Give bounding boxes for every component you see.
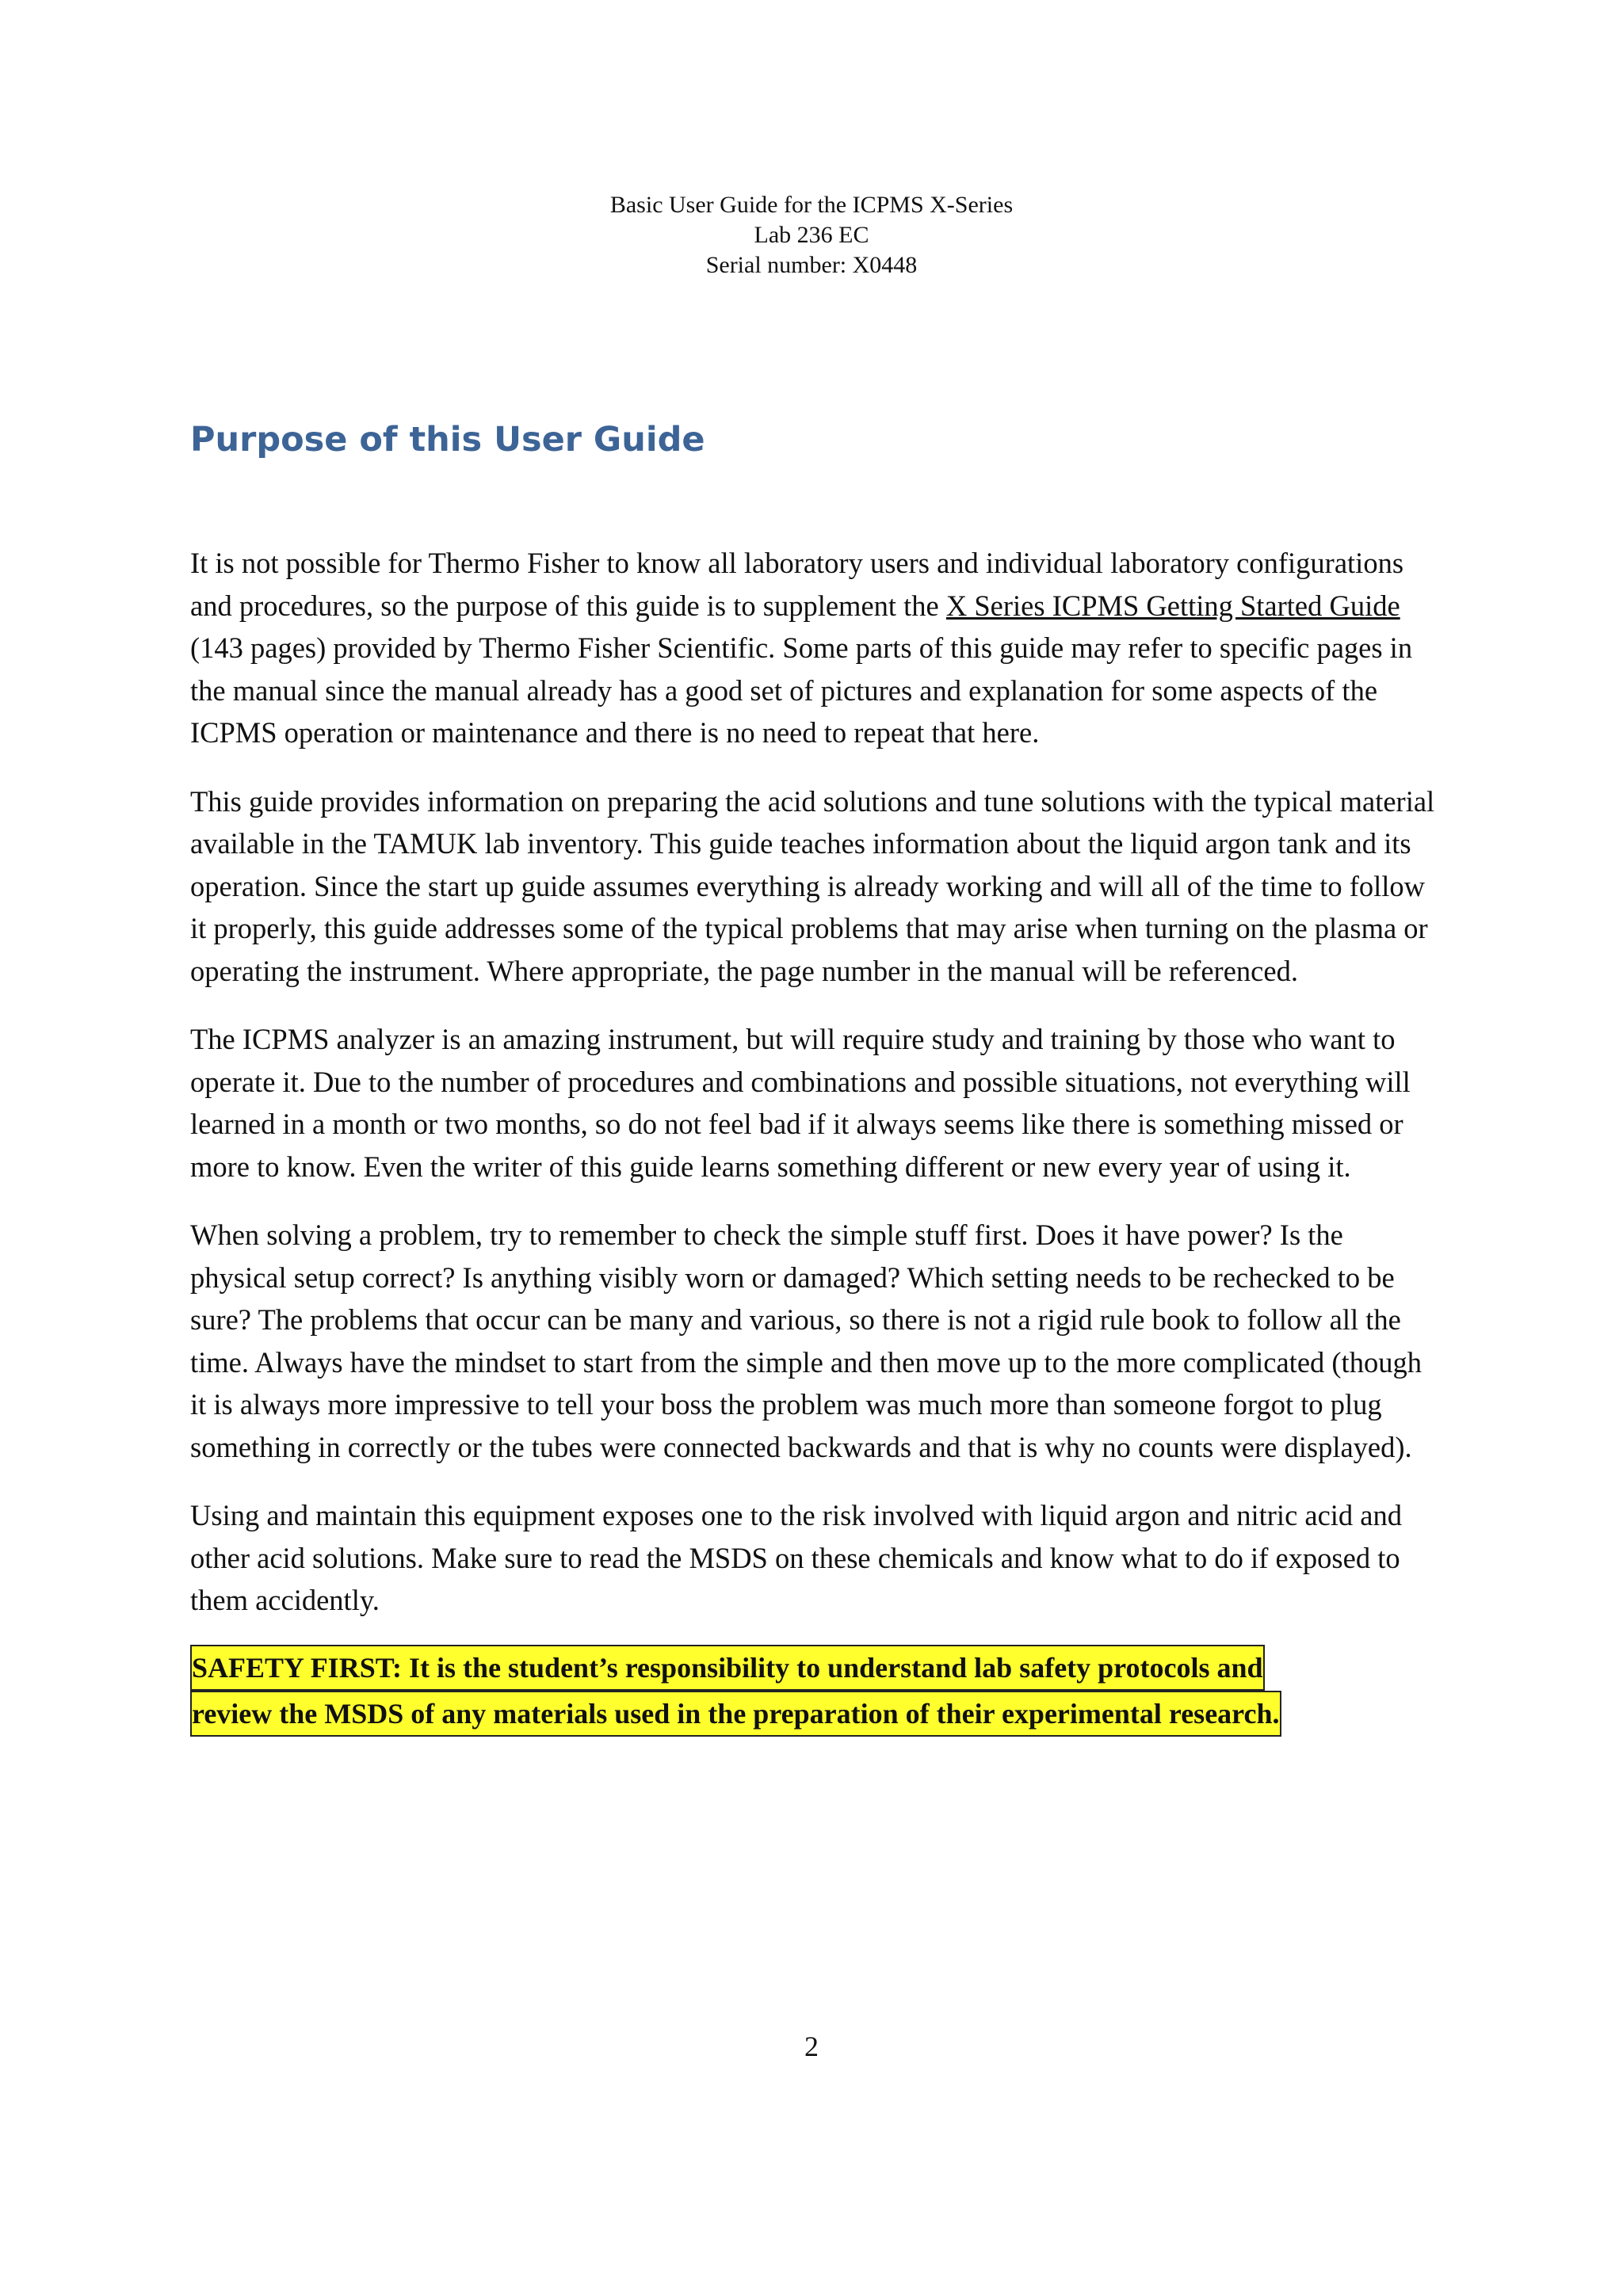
safety-notice-line-1: SAFETY FIRST: It is the student’s responsibility to understand lab safety protocols and (190, 1645, 1265, 1691)
header-lab: Lab 236 EC (754, 222, 869, 248)
paragraph-problem-solving: When solving a problem, try to remember to check the simple stuff first. Does it have power? Is the physical setup correct? Is anything visibly worn or damaged? Which setting needs to be rechecked to be sure? The problems that occur can be many and various, so there is not a rigid rule book to follow all the time. Always have the mindset to start from the simple and then move up to the more complicated (though it is always more impressive to tell your boss the problem was much more than someone forgot to plug something in correctly or the tubes were connected backwards and that is why no counts were displayed). (190, 1219, 1422, 1463)
getting-started-guide-link[interactable]: X Series ICPMS Getting Started Guide (945, 589, 1400, 622)
paragraph-instrument: The ICPMS analyzer is an amazing instrument, but will require study and training by those who want to operate it. Due to the number of procedures and combinations and possible situations, not everything will learned in a month or two months, so do not feel bad if it always seems like there is something missed or more to know. Even the writer of this guide learns something different or new every year of using it. (190, 1023, 1411, 1183)
section-heading: Purpose of this User Guide (190, 420, 705, 460)
header-title: Basic User Guide for the ICPMS X-Series (609, 192, 1014, 218)
paragraph-guide-contents: This guide provides information on preparing the acid solutions and tune solutions with the typical material available in the TAMUK lab inventory. This guide teaches information about the liquid argon tank and its operation. Since the start up guide assumes everything is already working and will all of the time to follow it properly, this guide addresses some of the typical problems that may arise when turning on the plasma or operating the instrument. Where appropriate, the page number in the manual will be referenced. (190, 784, 1435, 987)
paragraph-risk: Using and maintain this equipment exposes one to the risk involved with liquid argon and nitric acid and other acid solutions. Make sure to read the MSDS on these chemicals and know what to do if exposed to them accidently. (190, 1499, 1403, 1616)
body-text (190, 542, 1442, 1737)
safety-notice-line-2: review the MSDS of any materials used in the preparation of their experimental research. (190, 1691, 1281, 1737)
document-header (0, 190, 1623, 280)
paragraph-purpose-start: It is not possible for Thermo Fisher to know all laboratory users and individual laboratory configurations and procedures, so the purpose of this guide is to supplement the (190, 547, 1404, 622)
safety-notice (190, 1645, 1442, 1737)
paragraph-purpose (190, 542, 1442, 754)
paragraph-purpose-end: (143 pages) provided by Thermo Fisher Scientific. Some parts of this guide may refer to specific pages in the manual since the manual already has a good set of pictures and explanation for some aspects of the ICPMS operation or maintenance and there is no need to repeat that here. (190, 631, 1413, 749)
header-serial: Serial number: X0448 (705, 252, 918, 278)
page-number: 2 (804, 2031, 819, 2062)
